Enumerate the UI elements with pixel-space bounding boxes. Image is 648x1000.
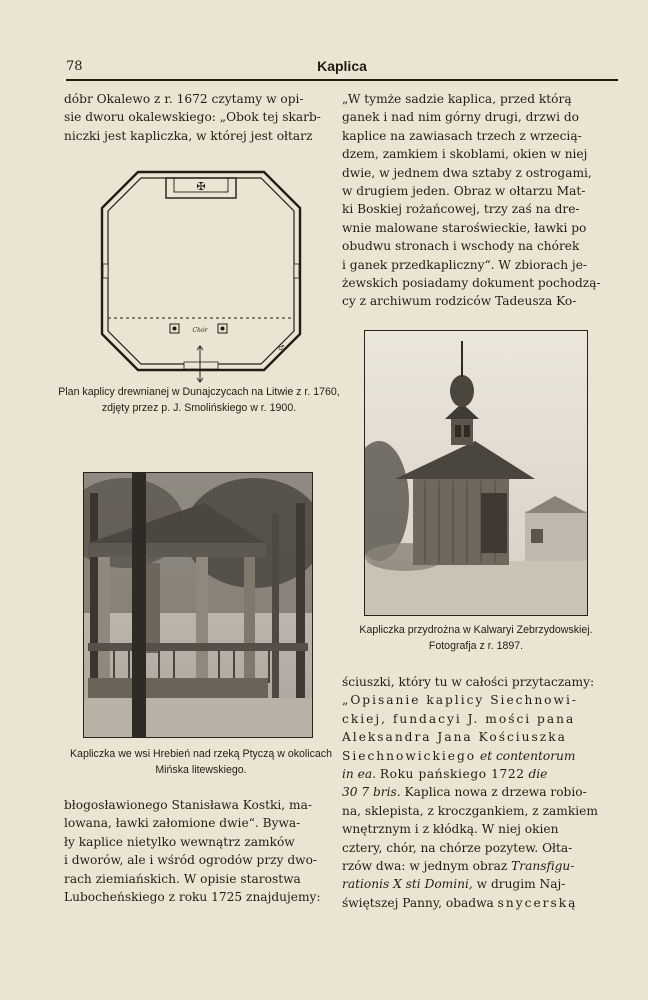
text-line: na, sklepista, z kroczgankiem, z zamkiem [342, 803, 598, 818]
photo-kalwarya-chapel [364, 330, 588, 616]
text-line: wnętrznym i z kłódką. W niej okien [342, 822, 559, 837]
text-line: Lubocheńskiego z roku 1725 znajdujemy: [64, 890, 321, 905]
text-line: ki Boskiej rożańcowej, trzy zaś na dre- [342, 202, 580, 217]
text-line: lowana, ławki załomione dwie“. Bywa- [64, 816, 301, 831]
header-rule [66, 79, 618, 81]
text-line: ły kaplice nietylko wewnątrz zamków [64, 834, 295, 849]
text-line: żewskich posiadamy dokument pochodzą- [342, 276, 601, 291]
text-line: rach ziemiańskich. W opisie starostwa [64, 871, 301, 886]
text-line [342, 875, 608, 893]
text-line: Aleksandra Jana Kościuszka [342, 730, 567, 745]
text-line [342, 747, 608, 765]
text-line: cy z archiwum rodziców Tadeusza Ko- [342, 294, 577, 309]
text-line: i dworów, ale i wśród ogrodów przy dwo- [64, 853, 318, 868]
italic-run: et contentorum [480, 748, 576, 763]
italic-run: die [528, 767, 548, 782]
plan-caption: Plan kaplicy drewnianej w Dunajczycach na Litwie z r. 1760, zdjęty przez p. J. Smolińskiego w r. 1900. [58, 386, 340, 414]
kalwarya-caption: Kapliczka przydrożna w Kalwaryi Zebrzydowskiej. Fotografja z r. 1897. [359, 624, 593, 652]
right-column-top-text [342, 90, 608, 311]
running-title: Kaplica [317, 58, 367, 74]
text-line: dwie, w jednem dwa sztaby z ostrogami, [342, 165, 592, 180]
svg-text:✠: ✠ [196, 180, 206, 193]
text-line: w drugiem jeden. Obraz w ołtarzu Mat- [342, 184, 586, 199]
text-line [342, 783, 608, 801]
text-line [342, 857, 608, 875]
text-line [342, 765, 608, 783]
text-line: ściuszki, który tu w całości przytaczamy: [342, 675, 595, 689]
text-run: w drugim Naj- [476, 877, 566, 892]
text-line: kaplice na zawiasach trzech z wrzecią- [342, 128, 582, 143]
text-line: dzem, zamkiem i skoblami, okien w niej [342, 147, 588, 162]
text-run: rzów dwa: w jednym obraz [342, 859, 508, 874]
text-run: Kaplica nowa z drzewa robio- [404, 785, 587, 800]
text-line: ganek i nad nim górny drugi, drzwi do [342, 110, 580, 125]
text-line: wnie malowane staroświeckie, ławki po [342, 220, 587, 235]
left-column-bottom-text [64, 796, 332, 906]
svg-text:♂: ♂ [278, 344, 285, 352]
page-number: 78 [66, 59, 83, 74]
text-line: obudwu stronach i wschody na chórek [342, 239, 580, 254]
spaced-run: Roku pańskiego 1722 [379, 767, 525, 782]
text-line: i ganek przedkapliczny“. W zbiorach je- [342, 257, 588, 272]
photo-hrebien-chapel [83, 472, 313, 738]
text-line: błogosławionego Stanisława Kostki, ma- [64, 798, 312, 812]
spaced-run: snycerską [497, 895, 578, 910]
text-line [342, 894, 608, 912]
italic-run: in ea. [342, 767, 376, 782]
italic-run: rationis X sti Domini, [342, 877, 473, 892]
italic-run: Transfigu- [511, 859, 575, 874]
text-line: niczki jest kapliczka, w której jest ołtarz [64, 128, 313, 143]
text-line: cztery, chór, na chórze pozytew. Ołta- [342, 840, 573, 855]
text-line: dóbr Okalewo z r. 1672 czytamy w opi- [64, 92, 304, 106]
page-header [66, 57, 618, 81]
plan-label-chor: Chór [192, 327, 208, 334]
hrebien-caption: Kapliczka we wsi Hrebień nad rzeką Ptyczą w okolicach Mińska litewskiego. [69, 748, 332, 776]
italic-run: 30 7 bris. [342, 785, 401, 800]
text-line: „W tymże sadzie kaplica, przed którą [342, 92, 572, 106]
text-run: świętszej Panny, obadwa [342, 895, 494, 910]
chapel-floor-plan [96, 166, 306, 384]
spaced-run: Siechnowickiego [342, 748, 477, 763]
text-line: „Opisanie kaplicy Siechnowi- [342, 693, 578, 708]
text-line: ckiej, fundacyi J. mości pana [342, 711, 576, 726]
right-column-bottom-text [342, 673, 608, 912]
text-line: sie dworu okalewskiego: „Obok tej skarb- [64, 110, 321, 125]
left-column-top-text [64, 90, 332, 145]
